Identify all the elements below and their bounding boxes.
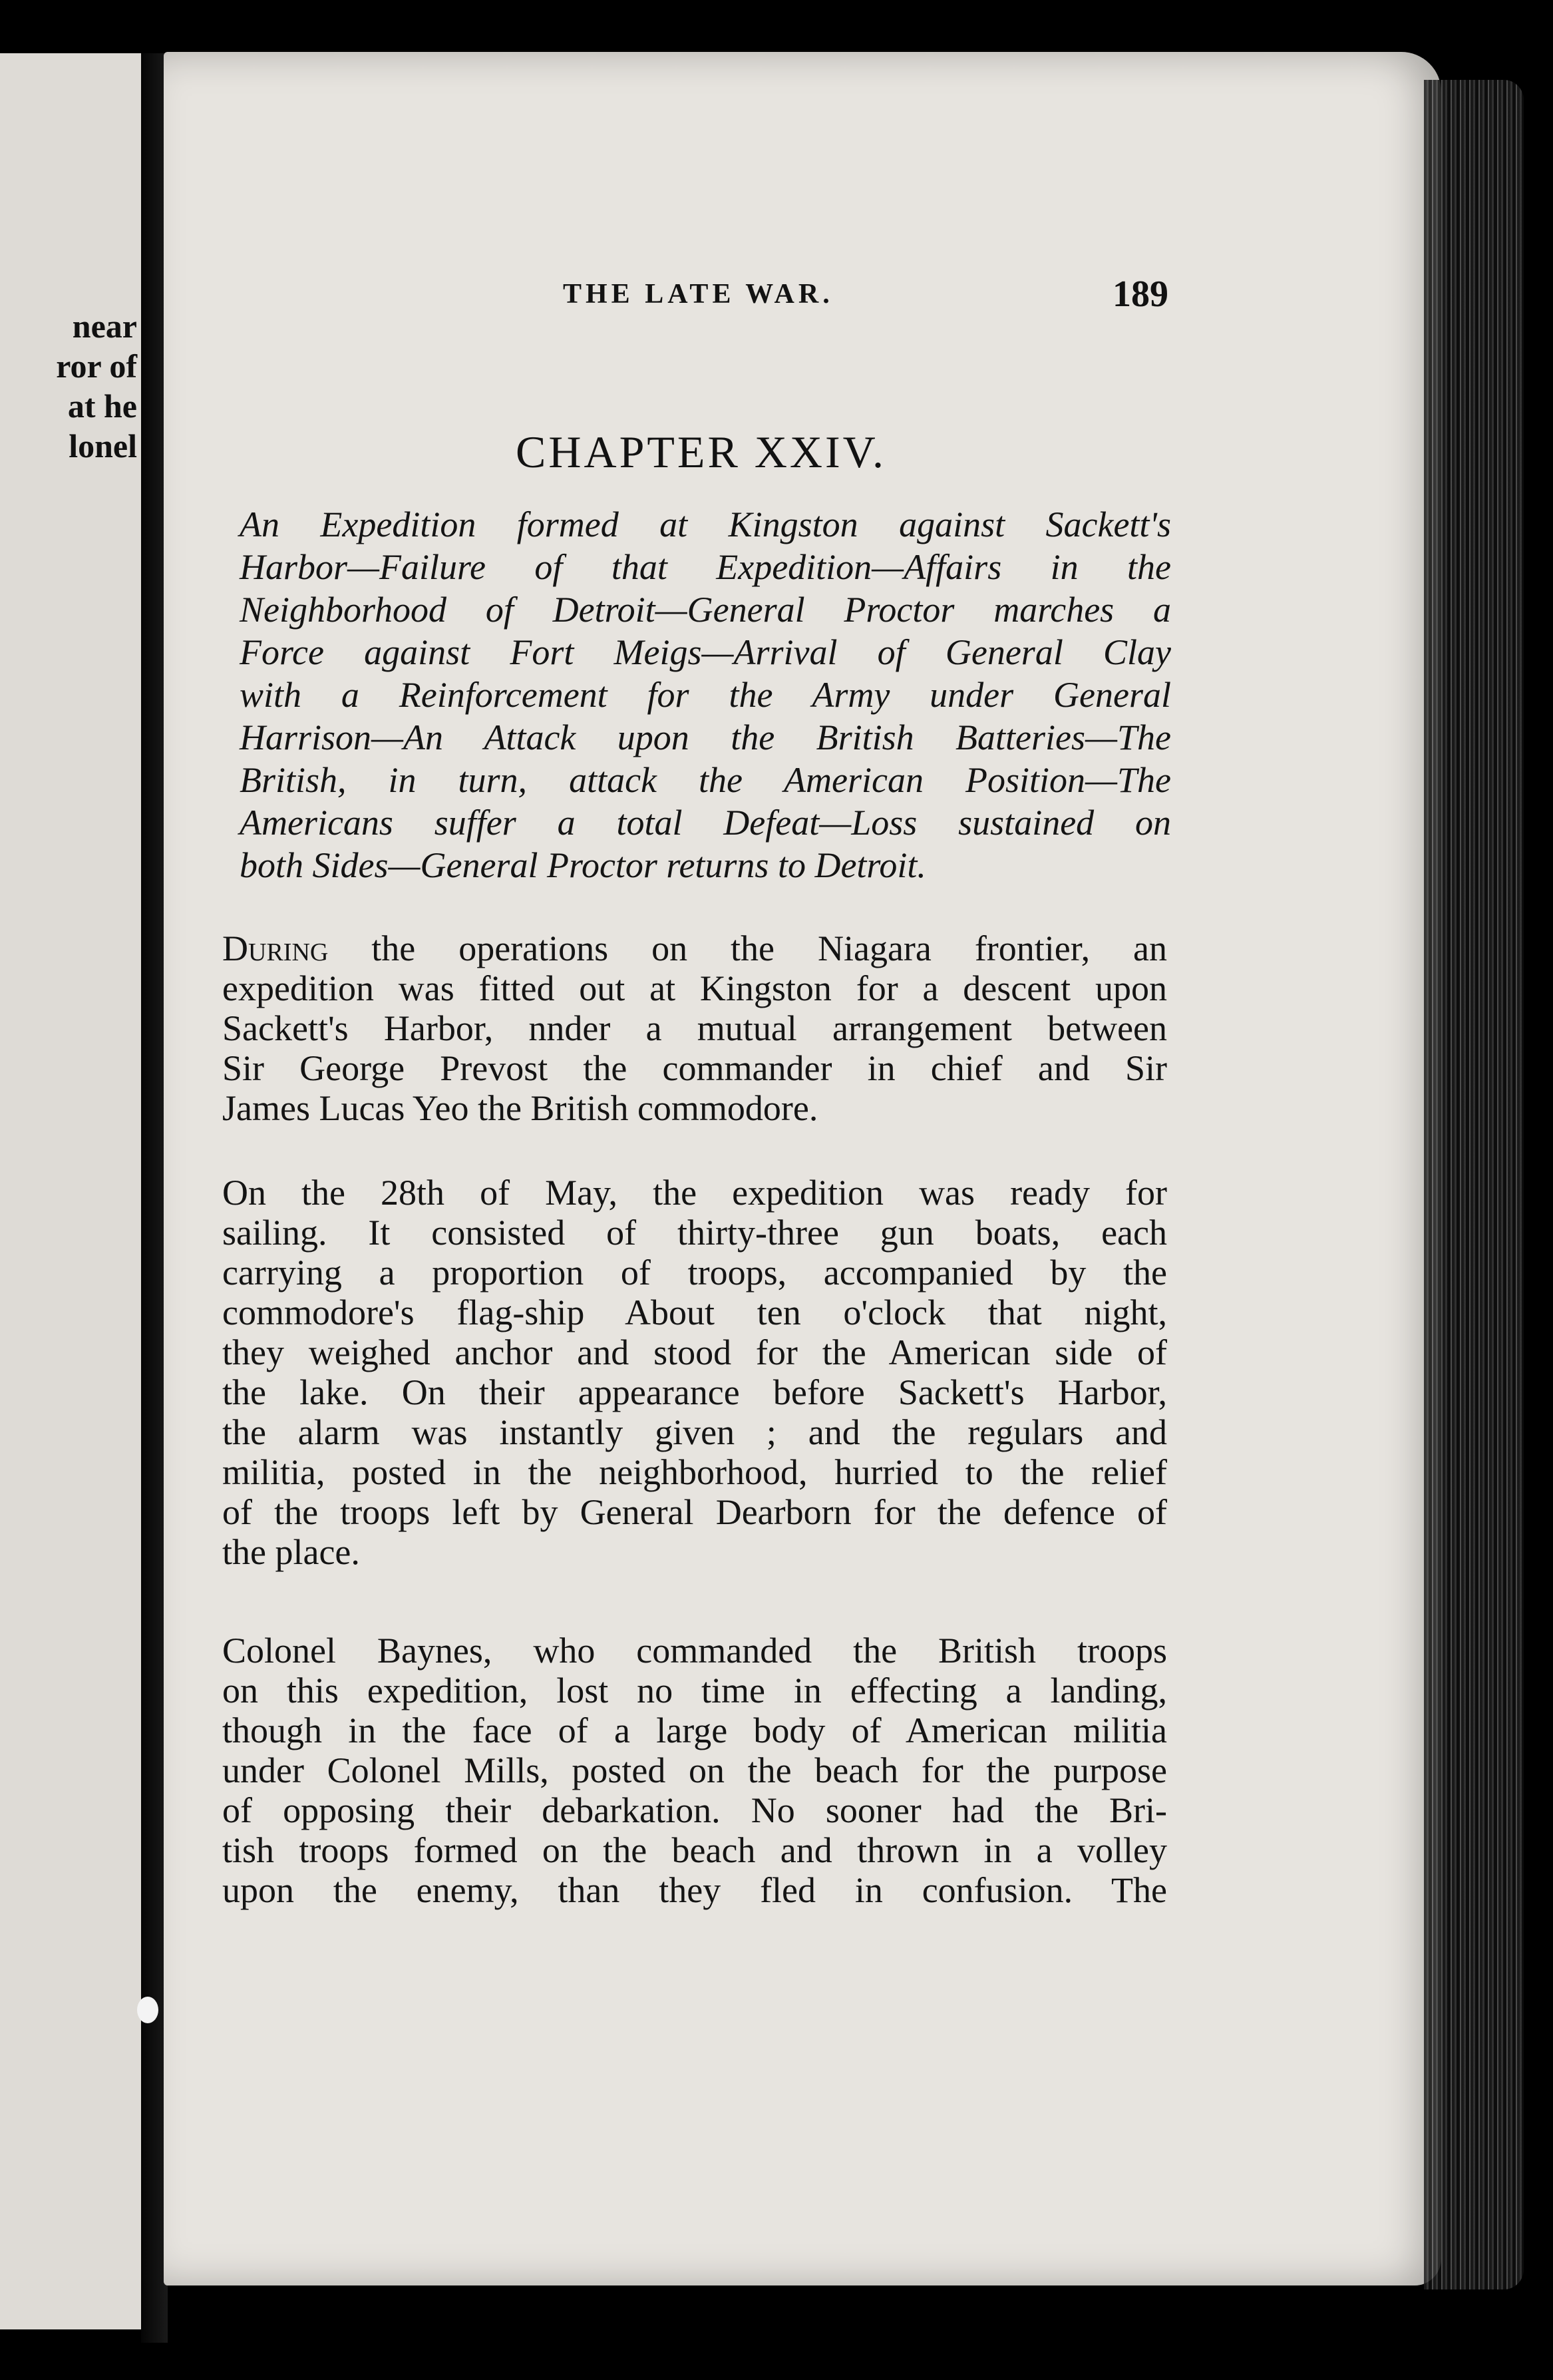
paragraph <box>222 1631 1167 1910</box>
synopsis-line: Harbor—Failure of that Expedition—Affairs in the <box>240 547 1171 587</box>
facing-page-text <box>4 306 137 466</box>
paragraph-line: tish troops formed on the beach and thrown in a volley <box>222 1830 1167 1870</box>
facing-page-line: lonel <box>69 427 137 465</box>
paragraph-line: they weighed anchor and stood for the American side of <box>222 1332 1167 1372</box>
paragraph-line: sailing. It consisted of thirty-three gun boats, each <box>222 1213 1167 1253</box>
paragraph <box>222 928 1167 1128</box>
synopsis-line: Force against Fort Meigs—Arrival of General Clay <box>240 632 1171 672</box>
paragraph-line: the alarm was instantly given ; and the regulars and <box>222 1412 1167 1452</box>
paragraph-line: upon the enemy, than they fled in confusion. The <box>222 1870 1167 1910</box>
synopsis-line: Neighborhood of Detroit—General Proctor marches a <box>240 590 1171 630</box>
paragraph-line: expedition was fitted out at Kingston for a descent upon <box>222 968 1167 1008</box>
facing-page-line: ror of <box>56 347 137 385</box>
running-head: THE LATE WAR. <box>563 279 834 309</box>
paper-speck <box>137 1997 158 2023</box>
synopsis-line: Americans suffer a total Defeat—Loss sustained on <box>240 803 1171 843</box>
paragraph-line: the place. <box>222 1532 360 1572</box>
page-edges <box>1424 80 1524 2289</box>
synopsis-line: with a Reinforcement for the Army under General <box>240 675 1171 715</box>
paragraph-line <box>222 928 1167 968</box>
paragraph-line: under Colonel Mills, posted on the beach for the purpose <box>222 1750 1167 1790</box>
synopsis-line: An Expedition formed at Kingston against Sackett's <box>240 504 1171 544</box>
paragraph-line: commodore's flag-ship About ten o'clock that night, <box>222 1292 1167 1332</box>
paragraph-line: Sir George Prevost the commander in chief and Sir <box>222 1048 1167 1088</box>
paragraph-line: the lake. On their appearance before Sackett's Harbor, <box>222 1372 1167 1412</box>
facing-page-line: at he <box>67 387 137 425</box>
paragraph-line: On the 28th of May, the expedition was ready for <box>222 1173 1167 1213</box>
facing-page-line: near <box>72 307 137 345</box>
page-number: 189 <box>1113 274 1168 315</box>
chapter-synopsis <box>240 503 1171 887</box>
facing-page <box>0 53 148 2329</box>
paragraph <box>222 1173 1167 1572</box>
paragraph-line: carrying a proportion of troops, accompanied by the <box>222 1253 1167 1292</box>
book-page <box>164 52 1441 2285</box>
synopsis-line: Harrison—An Attack upon the British Batteries—The <box>240 717 1171 757</box>
paragraph-line: James Lucas Yeo the British commodore. <box>222 1088 818 1128</box>
paragraph-line: though in the face of a large body of American militia <box>222 1710 1167 1750</box>
paragraph-line: Colonel Baynes, who commanded the British troops <box>222 1631 1167 1671</box>
paragraph-line: militia, posted in the neighborhood, hurried to the relief <box>222 1452 1167 1492</box>
paragraph-line: on this expedition, lost no time in effecting a landing, <box>222 1671 1167 1710</box>
synopsis-line: British, in turn, attack the American Position—The <box>240 760 1171 800</box>
paragraph-line: of opposing their debarkation. No sooner had the Bri- <box>222 1790 1167 1830</box>
chapter-title: CHAPTER XXIV. <box>516 427 887 477</box>
drop-word: During <box>222 928 329 968</box>
paragraph-line: of the troops left by General Dearborn for the defence of <box>222 1492 1167 1532</box>
paragraph-line: Sackett's Harbor, nnder a mutual arrangement between <box>222 1008 1167 1048</box>
synopsis-line: both Sides—General Proctor returns to Detroit. <box>240 845 926 885</box>
paragraph-line-text: the operations on the Niagara frontier, an <box>371 928 1167 968</box>
